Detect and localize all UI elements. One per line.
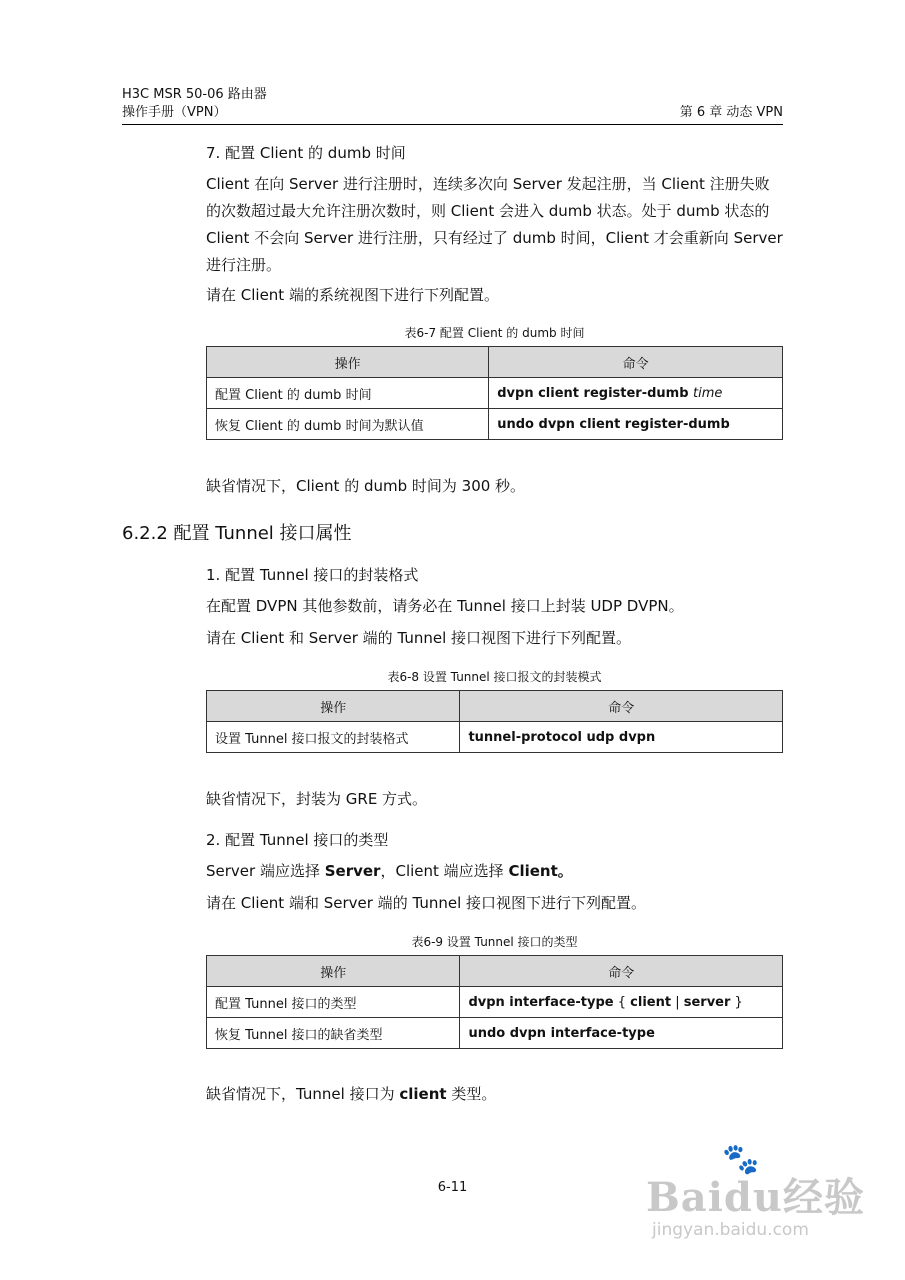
command-argument: time: [693, 385, 723, 401]
command-cell: undo dvpn client register-dumb: [489, 409, 783, 440]
table-row: [207, 987, 783, 1018]
syntax-brace: }: [730, 994, 743, 1010]
header-chapter: 第 6 章 动态 VPN: [679, 105, 783, 120]
section-6-2-2-heading: 6.2.2 配置 Tunnel 接口属性: [122, 523, 352, 544]
subsection-1-default-note: 缺省情况下，封装为 GRE 方式。: [206, 790, 428, 808]
column-header-command: 命令: [489, 347, 783, 378]
operation-cell: 配置 Tunnel 接口的类型: [207, 987, 460, 1018]
subsection-1-paragraph: 在配置 DVPN 其他参数前，请务必在 Tunnel 接口上封装 UDP DVPN。: [206, 597, 684, 615]
page-number: 6-11: [437, 1180, 468, 1195]
section-7-default-note: 缺省情况下，Client 的 dumb 时间为 300 秒。: [206, 477, 526, 495]
keyword-server: Server: [324, 862, 381, 880]
table-header-row: [207, 956, 783, 987]
baidu-watermark-url: jingyan.baidu.com: [652, 1220, 809, 1240]
operation-cell: 恢复 Tunnel 接口的缺省类型: [207, 1018, 460, 1049]
table-header-row: [207, 347, 783, 378]
text-run: 。: [557, 862, 573, 880]
column-header-command: 命令: [460, 956, 783, 987]
command-cell: undo dvpn interface-type: [460, 1018, 783, 1049]
keyword-client: Client: [508, 862, 558, 880]
table-6-9-caption: 表6-9 设置 Tunnel 接口的类型: [411, 935, 578, 949]
subsection-2-paragraph: [206, 858, 783, 885]
baidu-watermark-logo: Baidu经验: [646, 1174, 865, 1221]
operation-cell: 配置 Client 的 dumb 时间: [207, 378, 489, 409]
table-row: [207, 1018, 783, 1049]
header-product: H3C MSR 50-06 路由器: [122, 87, 267, 102]
table-row: [207, 378, 783, 409]
text-run: ，Client 端应选择: [380, 862, 509, 880]
header-rule: [122, 124, 783, 125]
table-6-7: [206, 346, 783, 440]
command-text: dvpn client register-dumb: [497, 385, 689, 401]
table-6-9: [206, 955, 783, 1049]
subsection-1-heading: 1. 配置 Tunnel 接口的封装格式: [206, 566, 419, 584]
table-row: [207, 722, 783, 753]
header-manual: 操作手册（VPN）: [122, 105, 227, 120]
operation-cell: 恢复 Client 的 dumb 时间为默认值: [207, 409, 489, 440]
option-client: client: [630, 994, 672, 1010]
syntax-brace: {: [613, 994, 631, 1010]
table-6-8: [206, 690, 783, 753]
section-7-instruction: 请在 Client 端的系统视图下进行下列配置。: [206, 286, 499, 304]
keyword-client: client: [399, 1085, 447, 1103]
column-header-operation: 操作: [207, 691, 460, 722]
column-header-command: 命令: [460, 691, 783, 722]
text-run: Server 端应选择: [206, 862, 325, 880]
text-run: 类型。: [446, 1085, 497, 1103]
option-server: server: [683, 994, 731, 1010]
table-row: [207, 409, 783, 440]
command-cell: [489, 378, 783, 409]
text-run: 缺省情况下，Tunnel 接口为: [206, 1085, 400, 1103]
section-7-paragraph: Client 在向 Server 进行注册时，连续多次向 Server 发起注册，当 Client 注册失败的次数超过最大允许注册次数时，则 Client 会进入 dumb 状态。处于 dumb 状态的 Client 不会向 Server 进行注册，只有经过了 dumb 时间，Client 才会重新向 Server 进行注册。: [206, 175, 783, 274]
table-6-7-caption: 表6-7 配置 Client 的 dumb 时间: [404, 326, 585, 340]
paw-icon: 🐾: [722, 1142, 760, 1177]
table-6-8-caption: 表6-8 设置 Tunnel 接口报文的封装模式: [387, 670, 602, 684]
command-cell: tunnel-protocol udp dvpn: [460, 722, 783, 753]
column-header-operation: 操作: [207, 956, 460, 987]
table-header-row: [207, 691, 783, 722]
section-7-heading: 7. 配置 Client 的 dumb 时间: [206, 144, 406, 162]
subsection-2-heading: 2. 配置 Tunnel 接口的类型: [206, 831, 389, 849]
subsection-2-instruction: 请在 Client 端和 Server 端的 Tunnel 接口视图下进行下列配置。: [206, 894, 647, 912]
subsection-2-default-note: [206, 1081, 783, 1108]
column-header-operation: 操作: [207, 347, 489, 378]
command-text: dvpn interface-type: [468, 994, 614, 1010]
syntax-separator: |: [671, 994, 684, 1010]
operation-cell: 设置 Tunnel 接口报文的封装格式: [207, 722, 460, 753]
command-cell: [460, 987, 783, 1018]
subsection-1-instruction: 请在 Client 和 Server 端的 Tunnel 接口视图下进行下列配置。: [206, 629, 632, 647]
